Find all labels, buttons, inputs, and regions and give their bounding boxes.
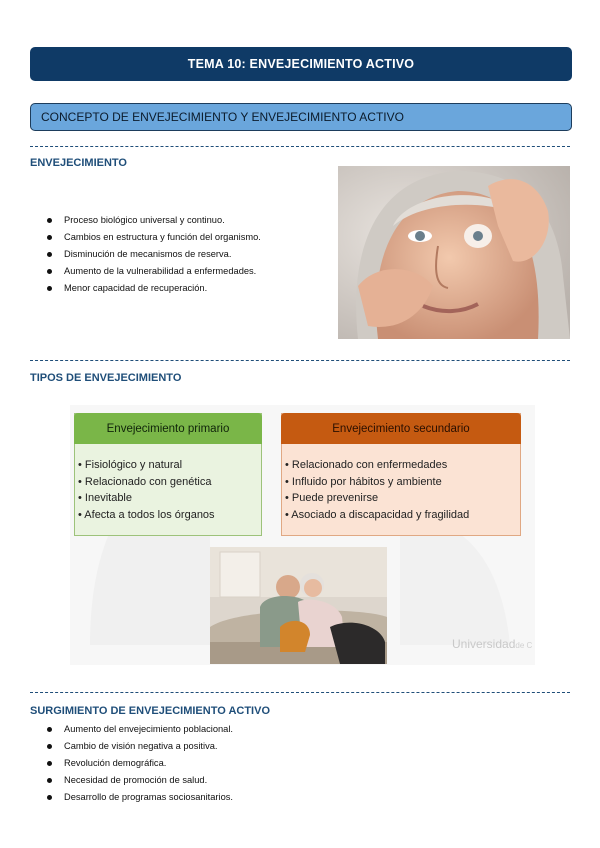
page-title-bar	[30, 47, 572, 81]
list-item: • Asociado a discapacidad y fragilidad	[285, 508, 470, 521]
section-header-title: CONCEPTO DE ENVEJECIMIENTO Y ENVEJECIMIENTO ACTIVO	[41, 110, 404, 124]
envejecimiento-list	[46, 212, 261, 297]
list-item: Disminución de mecanismos de reserva.	[46, 246, 261, 263]
watermark-suffix: de C	[515, 641, 533, 650]
list-item: Revolución demográfica.	[46, 755, 233, 772]
university-watermark	[452, 637, 532, 651]
section-heading-envejecimiento: ENVEJECIMIENTO	[30, 157, 127, 169]
list-item: • Relacionado con enfermedades	[285, 459, 448, 471]
list-item: • Afecta a todos los órganos	[78, 508, 215, 521]
primary-aging-title: Envejecimiento primario	[74, 413, 262, 444]
surgimiento-list	[46, 721, 233, 806]
divider	[30, 360, 570, 361]
secondary-aging-title: Envejecimiento secundario	[281, 413, 521, 444]
list-item: Aumento del envejecimiento poblacional.	[46, 721, 233, 738]
list-item: • Puede prevenirse	[285, 492, 379, 504]
section-header-bar	[30, 103, 572, 131]
list-item: • Fisiológico y natural	[78, 459, 183, 471]
divider	[30, 146, 570, 147]
list-item: Aumento de la vulnerabilidad a enfermedades.	[46, 263, 261, 280]
list-item: Cambio de visión negativa a positiva.	[46, 738, 233, 755]
list-item: Desarrollo de programas sociosanitarios.	[46, 789, 233, 806]
divider	[30, 692, 570, 693]
page-title: TEMA 10: ENVEJECIMIENTO ACTIVO	[187, 57, 415, 71]
list-item: Necesidad de promoción de salud.	[46, 772, 233, 789]
list-item: • Influido por hábitos y ambiente	[285, 475, 442, 488]
list-item: • Relacionado con genética	[78, 475, 212, 488]
elderly-woman-photo	[338, 166, 570, 339]
tipos-panel	[70, 405, 535, 665]
watermark-text: Universidad	[452, 637, 516, 651]
elderly-couple-photo	[210, 547, 387, 664]
list-item: Proceso biológico universal y continuo.	[46, 212, 261, 229]
list-item: • Inevitable	[78, 492, 132, 504]
list-item: Cambios en estructura y función del organismo.	[46, 229, 261, 246]
section-heading-surgimiento: SURGIMIENTO DE ENVEJECIMIENTO ACTIVO	[30, 705, 270, 717]
secondary-aging-list	[285, 457, 469, 523]
primary-aging-list	[78, 457, 215, 523]
list-item: Menor capacidad de recuperación.	[46, 280, 261, 297]
section-heading-tipos: TIPOS DE ENVEJECIMIENTO	[30, 372, 182, 384]
